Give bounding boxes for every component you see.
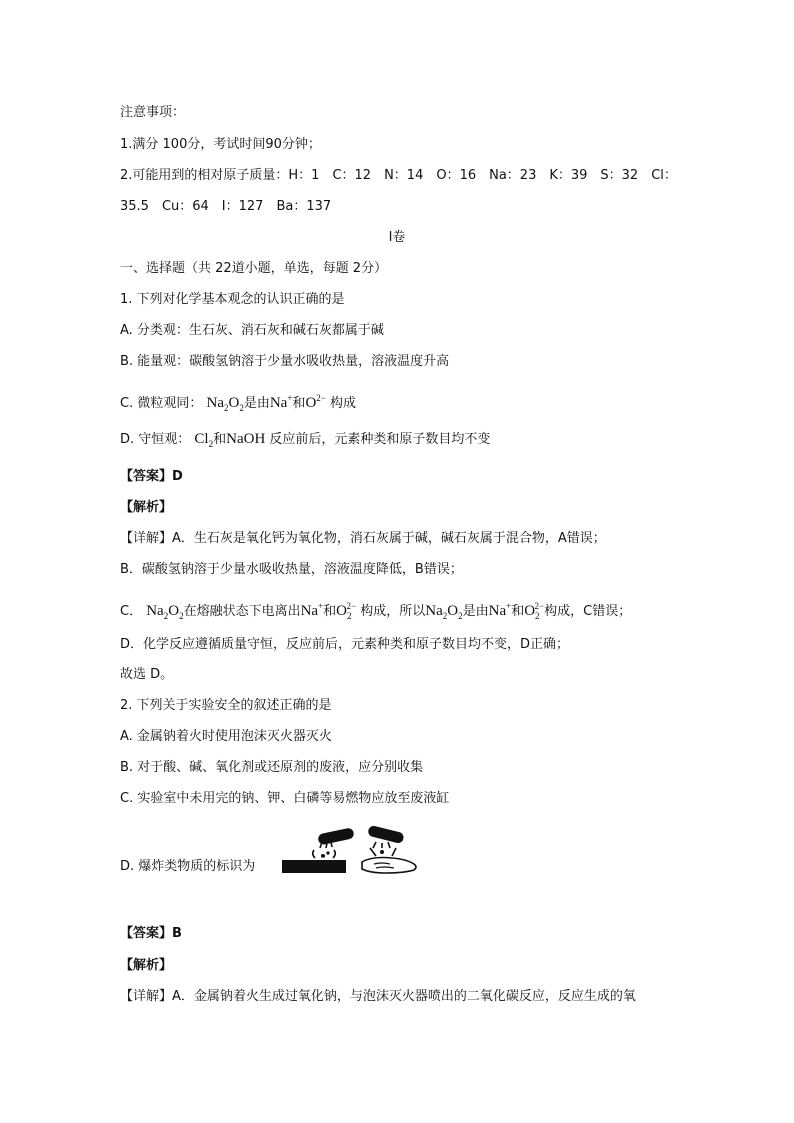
formula-na-plus: Na+ [300,601,324,619]
q1-option-d-prefix: D. 守恒观： [120,432,191,447]
formula-o2-2minus: $O_2^{2-}$ [524,601,545,621]
formula-na-plus: Na+ [488,601,512,619]
formula-cl2: $Cl_2$ [194,431,214,449]
q1-analysis-label: 【解析】 [120,500,173,515]
q1-option-c-and: 和 [292,396,306,411]
q1-detail-b: B．碳酸氢钠溶于少量水吸收热量，溶液温度降低，B错误； [120,562,463,577]
formula-o2-minus: $O^{2-}$ [305,393,326,411]
q1-detail-c-mid1: 在熔融状态下电离出 [183,604,301,619]
formula-na2o2: $Na_2O_2$ [146,603,184,621]
part-heading: 一、选择题（共 22道小题，单选，每题 2分） [120,261,388,276]
q1-option-c-mid: 是由 [243,396,270,411]
corrosive-hazard-icon [278,826,428,878]
q1-detail-c [120,597,631,625]
q2-stem: 2. 下列关于实验安全的叙述正确的是 [120,698,332,713]
q1-option-a: A. 分类观：生石灰、消石灰和碱石灰都属于碱 [120,323,384,338]
q1-detail-c-and1: 和 [323,604,337,619]
section-title: Ⅰ卷 [388,230,406,245]
q2-option-b: B. 对于酸、碱、氧化剂或还原剂的废液，应分别收集 [120,760,424,775]
q1-answer: 【答案】D [120,469,183,484]
formula-na-plus: Na+ [269,393,293,411]
notes-item-1: 1.满分 100分，考试时间90分钟； [120,137,321,152]
q1-option-d [120,430,490,453]
q1-option-d-suffix: 反应前后，元素种类和原子数目均不变 [269,432,491,447]
formula-na2o2: $Na_2O_2$ [206,395,244,413]
q1-option-b: B. 能量观：碳酸氢钠溶于少量水吸收热量，溶液温度升高 [120,354,450,369]
notes-item-2-cont: 35.5 Cu：64 I：127 Ba：137 [120,199,332,214]
q1-option-c-suffix: 构成 [330,396,357,411]
q1-option-c-prefix: C. 微粒观同： [120,396,203,411]
q1-conclusion: 故选 D。 [120,667,174,682]
q1-detail-c-mid2: 构成，所以 [360,604,426,619]
q2-detail-a: 【详解】A．金属钠着火生成过氧化钠，与泡沫灭火器喷出的二氧化碳反应，反应生成的氧 [120,989,636,1004]
q2-option-c: C. 实验室中未用完的钠、钾、白磷等易燃物应放至废液缸 [120,791,450,806]
formula-na2o2: $Na_2O_2$ [425,603,463,621]
formula-o2-2minus: $O_2^{2-}$ [336,601,357,621]
q1-option-c [120,389,356,417]
q1-detail-c-mid3: 是由 [462,604,489,619]
q2-option-d: D. 爆炸类物质的标识为 [120,859,256,874]
formula-naoh: NaOH [226,431,266,447]
q1-detail-c-and2: 和 [511,604,525,619]
q1-detail-a: 【详解】A．生石灰是氧化钙为氧化物，消石灰属于碱，碱石灰属于混合物，A错误； [120,531,606,546]
q1-option-d-and: 和 [213,432,227,447]
q2-analysis-label: 【解析】 [120,958,173,973]
q2-answer: 【答案】B [120,926,182,941]
q1-stem: 1. 下列对化学基本观念的认识正确的是 [120,292,345,307]
q1-detail-c-prefix: C． [120,604,143,619]
q2-option-a: A. 金属钠着火时使用泡沫灭火器灭火 [120,729,332,744]
q1-detail-c-suffix: 构成，C错误； [544,604,632,619]
q1-detail-d: D．化学反应遵循质量守恒，反应前后，元素种类和原子数目均不变，D正确； [120,637,570,652]
notes-title: 注意事项： [120,105,186,120]
notes-item-2: 2.可能用到的相对原子质量：H：1 C：12 N：14 O：16 Na：23 K：39 S：32 Cl： [120,168,677,183]
